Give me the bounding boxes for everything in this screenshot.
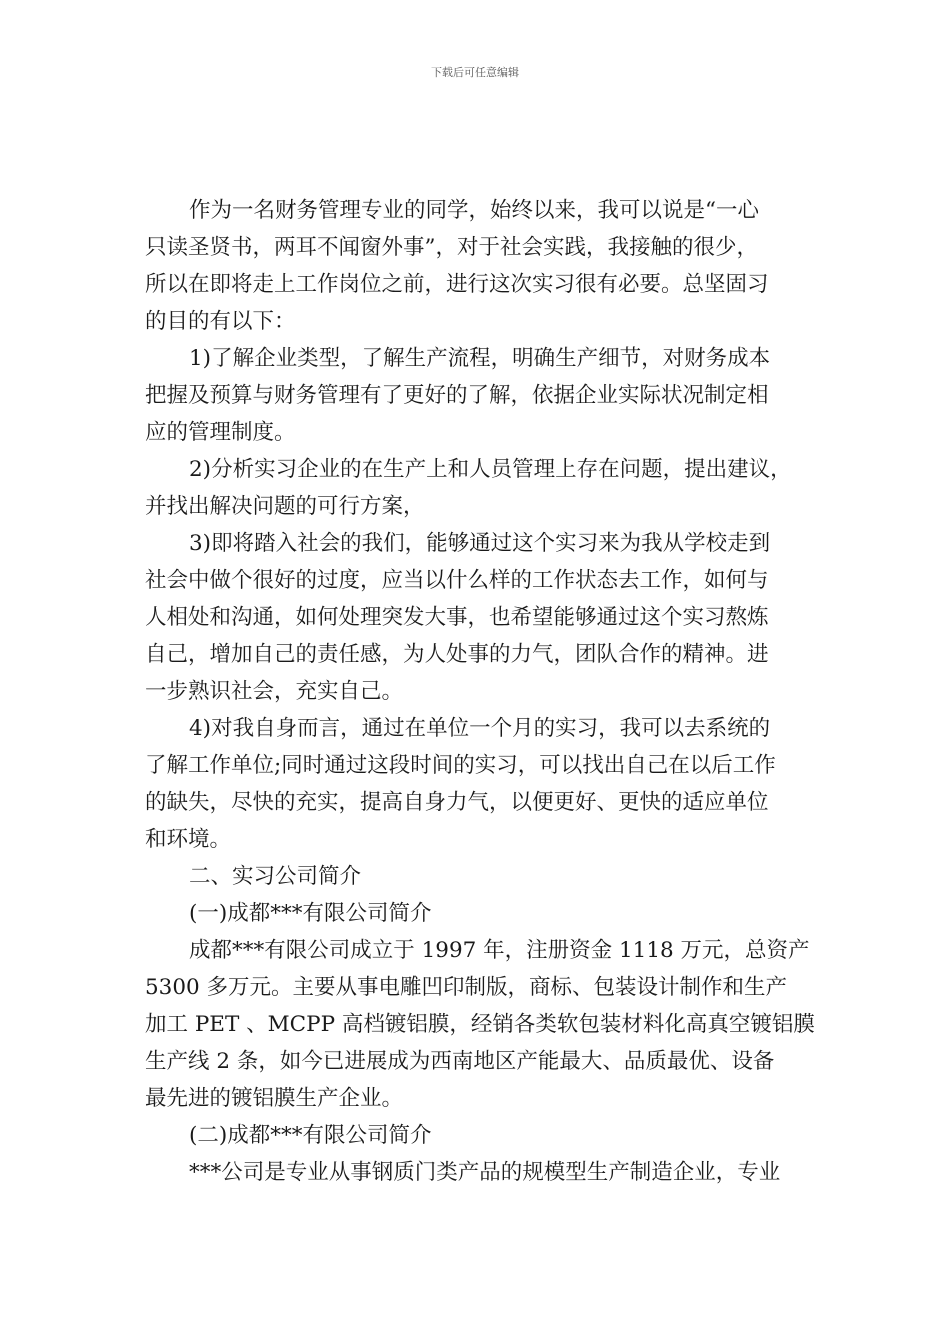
text-line: 作为一名财务管理专业的同学，始终以来，我可以说是“一心	[189, 198, 759, 223]
text-line: 5300 多万元。主要从事电雕凹印制版，商标、包装设计制作和生产	[145, 975, 788, 1000]
text-line: 应的管理制度。	[145, 420, 296, 445]
text-line: ***公司是专业从事钢质门类产品的规模型生产制造企业，专业	[189, 1160, 781, 1185]
text-line: 社会中做个很好的过度，应当以什么样的工作状态去工作，如何与	[145, 568, 769, 593]
text-line: 的缺失，尽快的充实，提高自身力气，以便更好、更快的适应单位	[145, 790, 769, 815]
text-line: 1)了解企业类型，了解生产流程，明确生产细节，对财务成本	[189, 346, 771, 371]
text-line: (一)成都***有限公司简介	[189, 901, 432, 926]
text-line: 并找出解决问题的可行方案，	[145, 494, 425, 519]
page-header: 下载后可任意编辑	[431, 66, 519, 79]
text-line: 所以在即将走上工作岗位之前，进行这次实习很有必要。总坚固习	[145, 272, 769, 297]
text-line: 成都***有限公司成立于 1997 年，注册资金 1118 万元，总资产	[189, 938, 810, 963]
text-line: 自己，增加自己的责任感，为人处事的力气，团队合作的精神。进	[145, 642, 769, 667]
text-line: 二、实习公司简介	[189, 864, 362, 889]
text-line: 加工 PET 、MCPP 高档镀铝膜，经销各类软包装材料化高真空镀铝膜	[145, 1012, 815, 1037]
text-line: 的目的有以下：	[145, 309, 296, 334]
text-line: (二)成都***有限公司简介	[189, 1123, 432, 1148]
text-line: 了解工作单位;同时通过这段时间的实习，可以找出自己在以后工作	[145, 753, 776, 778]
text-line: 4)对我自身而言，通过在单位一个月的实习，我可以去系统的	[189, 716, 771, 741]
text-line: 和环境。	[145, 827, 232, 852]
text-line: 2)分析实习企业的在生产上和人员管理上存在问题，提出建议，	[189, 457, 792, 482]
document-body	[145, 192, 813, 1191]
text-line: 3)即将踏入社会的我们，能够通过这个实习来为我从学校走到	[189, 531, 771, 556]
text-line: 一步熟识社会，充实自己。	[145, 679, 404, 704]
text-line: 生产线 2 条，如今已进展成为西南地区产能最大、品质最优、设备	[145, 1049, 775, 1074]
text-line: 人相处和沟通，如何处理突发大事，也希望能够通过这个实习熬炼	[145, 605, 769, 630]
text-line: 只读圣贤书，两耳不闻窗外事”，对于社会实践，我接触的很少，	[145, 235, 758, 260]
text-line: 最先进的镀铝膜生产企业。	[145, 1086, 404, 1111]
text-line: 把握及预算与财务管理有了更好的了解，依据企业实际状况制定相	[145, 383, 769, 408]
